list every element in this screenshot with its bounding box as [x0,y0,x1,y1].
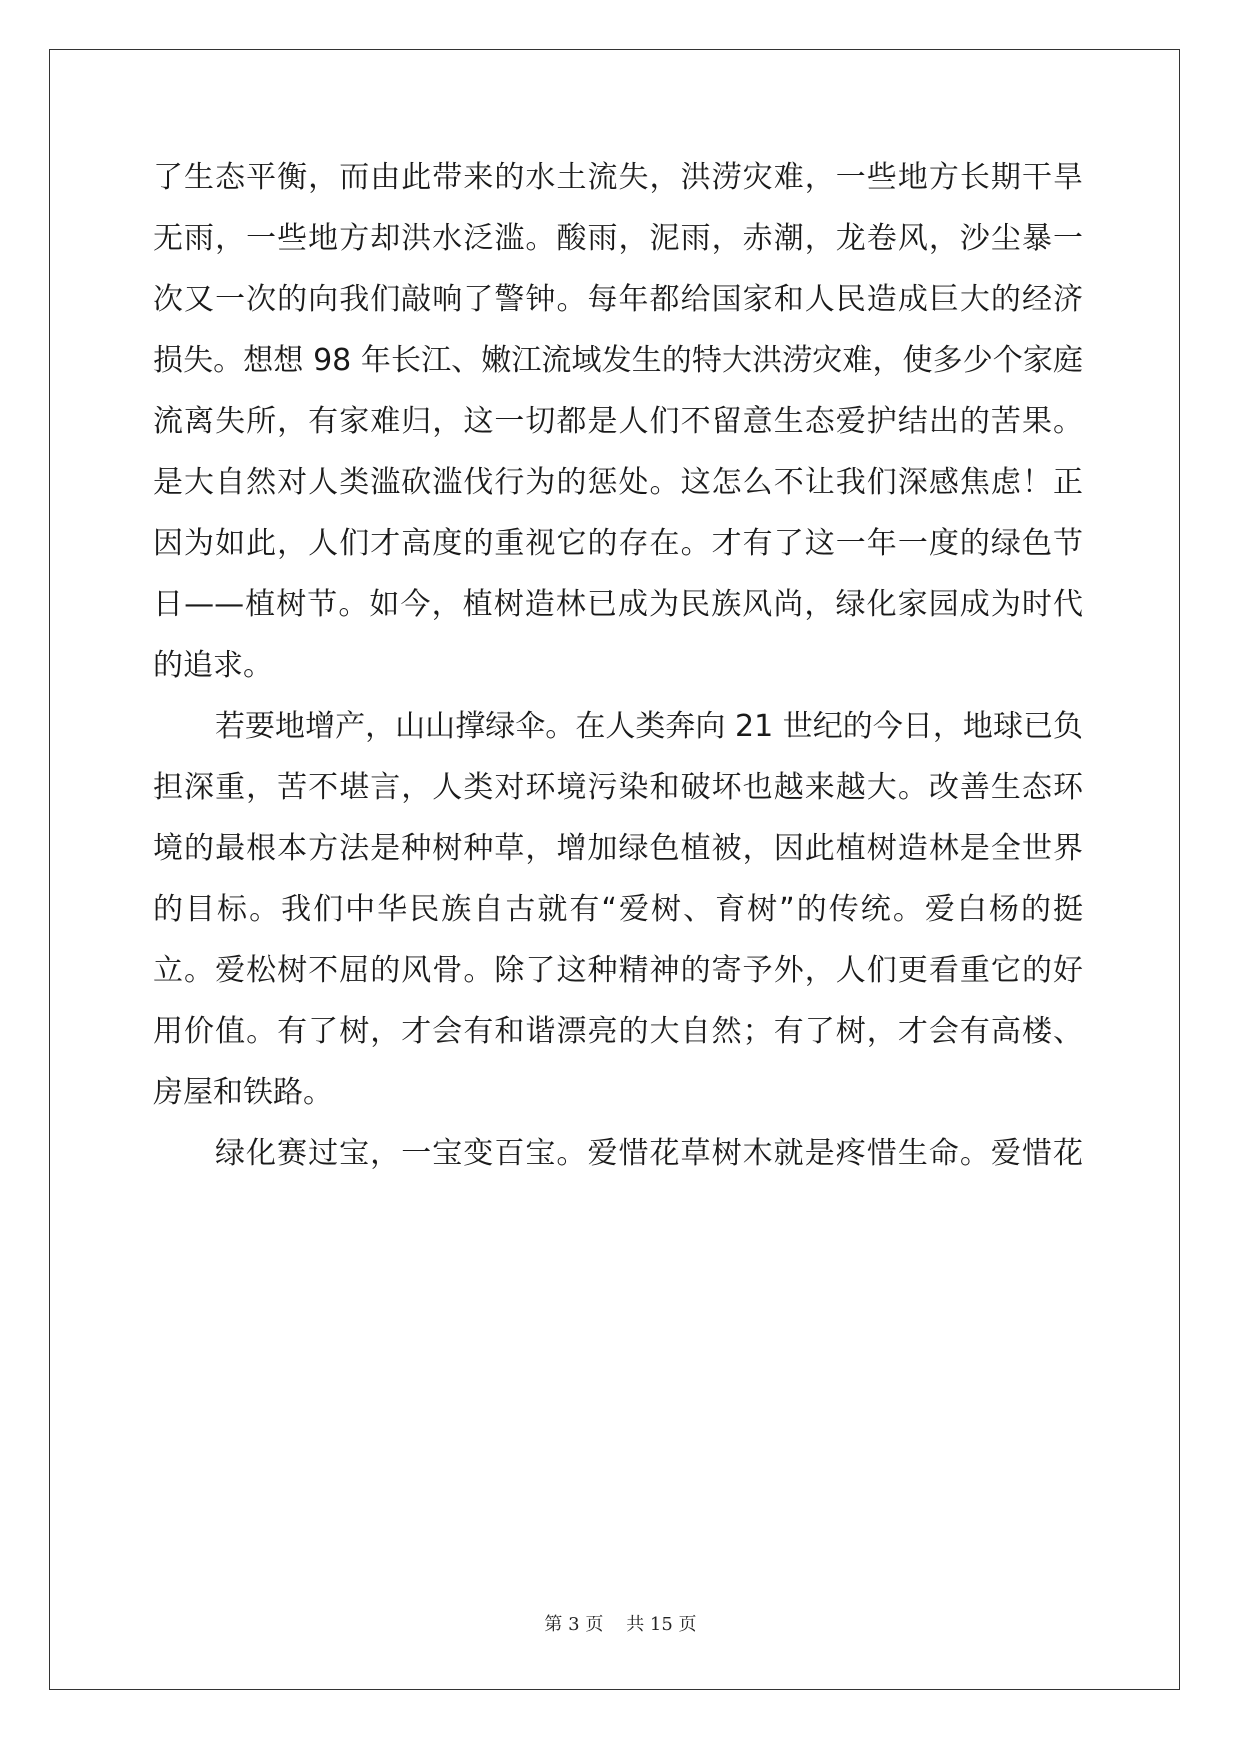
paragraph-first-line: 绿化赛过宝，一宝变百宝。爱惜花草树木就是疼惜生命。爱惜花 [215,1136,1083,1171]
text-line: 担深重，苦不堪言，人类对环境污染和破坏也越来越大。改善生态环 [153,770,1083,805]
text-line: 日——植树节。如今，植树造林已成为民族风尚，绿化家园成为时代 [153,587,1083,622]
text-line: 用价值。有了树，才会有和谐漂亮的大自然；有了树，才会有高楼、 [153,1014,1083,1049]
text-line: 房屋和铁路。 [153,1075,333,1110]
paragraph-first-line: 若要地增产，山山撑绿伞。在人类奔向 21 世纪的今日，地球已负 [215,709,1083,744]
text-line: 流离失所，有家难归，这一切都是人们不留意生态爱护结出的苦果。 [153,404,1083,439]
text-line: 因为如此，人们才高度的重视它的存在。才有了这一年一度的绿色节 [153,526,1083,561]
text-line: 境的最根本方法是种树种草，增加绿色植被，因此植树造林是全世界 [153,831,1083,866]
text-line: 次又一次的向我们敲响了警钟。每年都给国家和人民造成巨大的经济 [153,282,1083,317]
text-line: 立。爱松树不屈的风骨。除了这种精神的寄予外，人们更看重它的好 [153,953,1083,988]
text-line: 无雨，一些地方却洪水泛滥。酸雨，泥雨，赤潮，龙卷风，沙尘暴一 [153,221,1083,256]
document-body [153,158,1083,1195]
text-line: 损失。想想 98 年长江、嫩江流域发生的特大洪涝灾难，使多少个家庭 [153,343,1083,378]
page-number-footer: 第 3 页 共 15 页 [544,1614,697,1635]
text-line: 了生态平衡，而由此带来的水土流失，洪涝灾难，一些地方长期干旱 [153,160,1083,195]
text-line: 的追求。 [153,648,273,683]
text-line: 的目标。我们中华民族自古就有“爱树、育树”的传统。爱白杨的挺 [153,892,1083,927]
text-line: 是大自然对人类滥砍滥伐行为的惩处。这怎么不让我们深感焦虑！正 [153,465,1083,500]
